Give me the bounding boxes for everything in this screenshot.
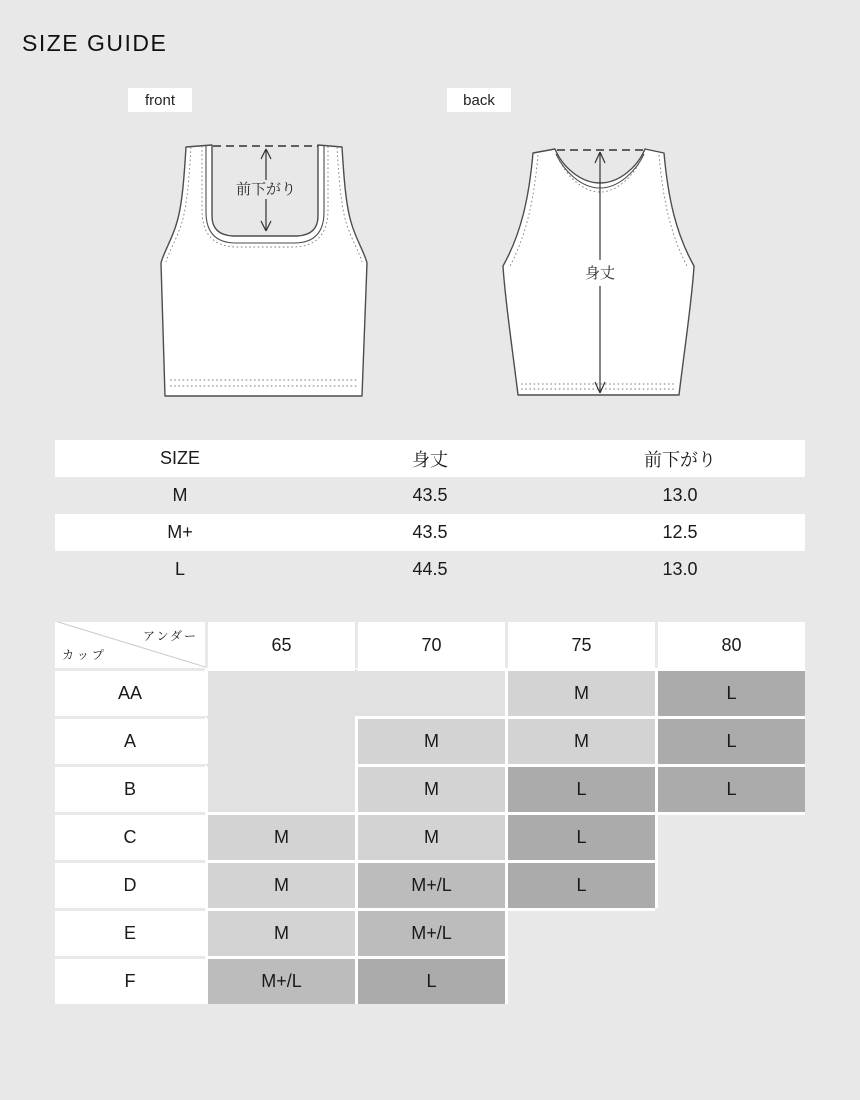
matrix-cell: M [355, 812, 505, 860]
matrix-cell [205, 764, 355, 812]
size-table-header-front-drop: 前下がり [555, 440, 805, 477]
corner-label-cup: カップ [62, 648, 107, 662]
cup-row-label: F [55, 956, 205, 1004]
matrix-cell [505, 908, 655, 956]
size-cell: M [172, 485, 188, 505]
matrix-cell: M [205, 908, 355, 956]
size-cell: L [174, 559, 185, 579]
matrix-cell: M+/L [355, 908, 505, 956]
back-garment-illustration [503, 149, 694, 395]
matrix-cell [655, 860, 805, 908]
size-table [55, 440, 805, 588]
matrix-cell [655, 908, 805, 956]
matrix-cell: L [655, 668, 805, 716]
back-view-label-text: back [463, 91, 495, 109]
matrix-cell [355, 668, 505, 716]
cup-row-label: C [55, 812, 205, 860]
matrix-cell: L [505, 764, 655, 812]
size-table-header-body-length: 身丈 [305, 440, 555, 477]
matrix-cell: M [355, 764, 505, 812]
cup-row-label: E [55, 908, 205, 956]
page-title: SIZE GUIDE [22, 30, 168, 56]
front-drop-cell: 13.0 [662, 485, 698, 505]
cup-row-label: A [55, 716, 205, 764]
body-length-cell: 43.5 [305, 514, 555, 551]
matrix-cell: M+/L [205, 956, 355, 1004]
body-length-measure-label: 身丈 [584, 265, 616, 282]
matrix-cell [205, 716, 355, 764]
cup-row-label: B [55, 764, 205, 812]
size-cell: M+ [55, 514, 305, 551]
cup-row-label: D [55, 860, 205, 908]
body-length-cell: 43.5 [412, 485, 448, 505]
matrix-header-75: 75 [505, 622, 655, 668]
matrix-cell: M [205, 812, 355, 860]
matrix-cell: L [505, 860, 655, 908]
matrix-header-65: 65 [205, 622, 355, 668]
garment-measure-diagram [0, 0, 860, 430]
front-view-label-text: front [144, 91, 175, 109]
matrix-cell [655, 812, 805, 860]
body-length-cell: 44.5 [412, 559, 448, 579]
matrix-cell: L [355, 956, 505, 1004]
corner-label-underbust: アンダー [142, 629, 198, 643]
front-drop-cell: 13.0 [662, 559, 698, 579]
matrix-cell: L [505, 812, 655, 860]
matrix-cell: M [505, 716, 655, 764]
matrix-cell: M [505, 668, 655, 716]
matrix-cell: M+/L [355, 860, 505, 908]
matrix-cell [205, 668, 355, 716]
cup-row-label: AA [55, 668, 205, 716]
matrix-cell: L [655, 764, 805, 812]
matrix-corner-cell [55, 622, 205, 668]
cup-underbust-matrix [55, 622, 805, 1004]
matrix-header-80: 80 [655, 622, 805, 668]
size-table-header-size: SIZE [55, 440, 305, 477]
matrix-header-70: 70 [355, 622, 505, 668]
front-garment-illustration [161, 145, 367, 396]
matrix-cell [655, 956, 805, 1004]
matrix-cell [505, 956, 655, 1004]
matrix-cell: L [655, 716, 805, 764]
matrix-cell: M [205, 860, 355, 908]
front-drop-cell: 12.5 [555, 514, 805, 551]
matrix-cell: M [355, 716, 505, 764]
front-drop-measure-label: 前下がり [235, 181, 297, 198]
